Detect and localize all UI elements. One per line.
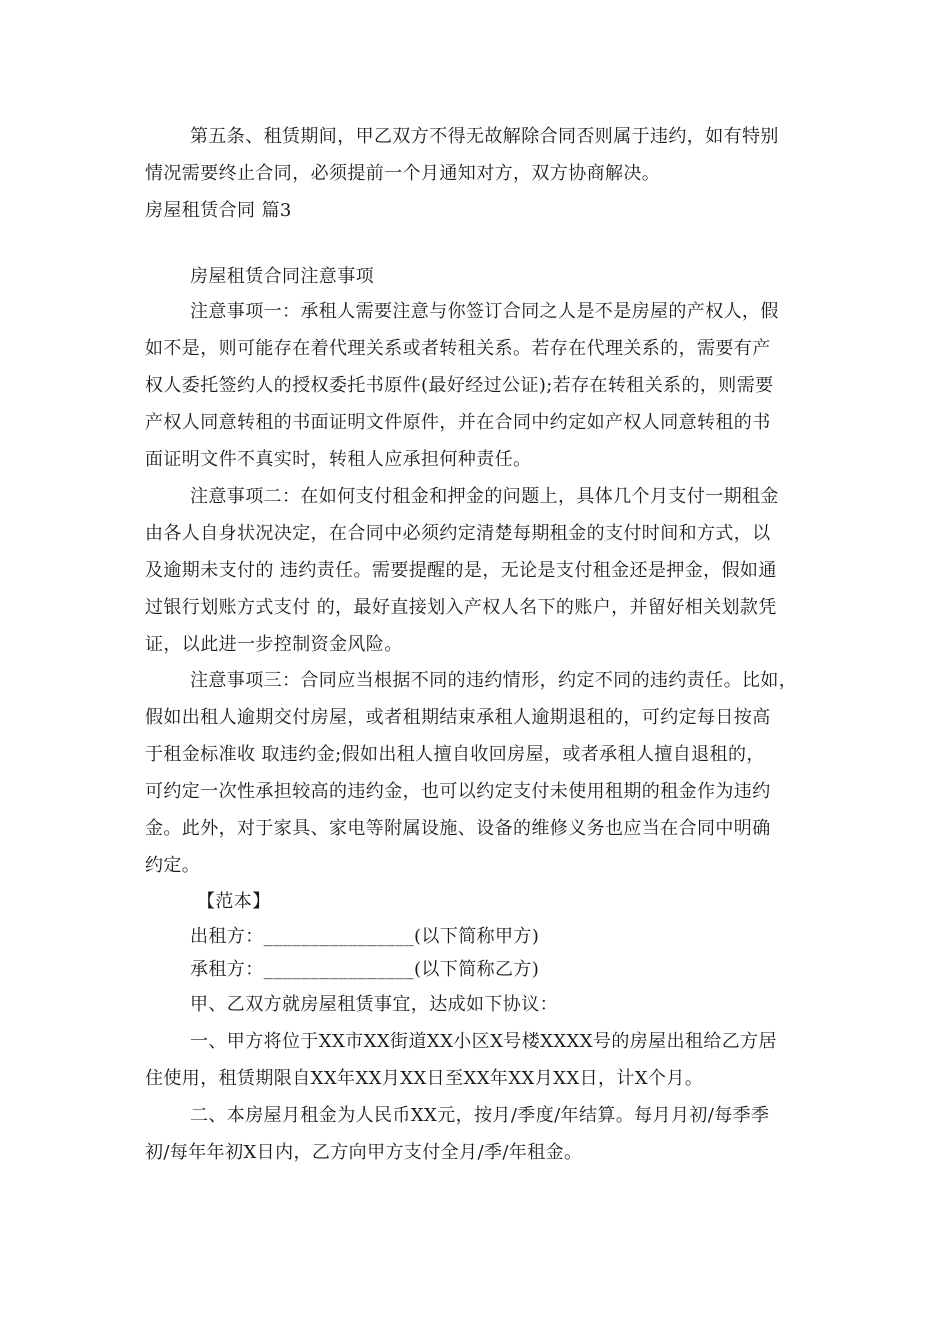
paragraph-line: 过银行划账方式支付 的，最好直接划入产权人名下的账户，并留好相关划款凭 (145, 597, 777, 618)
paragraph-line: 二、本房屋月租金为人民币XX元，按月/季度/年结算。每月月初/每季季 (190, 1105, 770, 1126)
paragraph-line: 约定。 (145, 855, 201, 876)
paragraph-line: 证，以此进一步控制资金风险。 (145, 634, 403, 655)
paragraph-line: 情况需要终止合同，必须提前一个月通知对方，双方协商解决。 (145, 163, 661, 184)
paragraph-line: 于租金标准收 取违约金;假如出租人擅自收回房屋，或者承租人擅自退租的， (145, 744, 765, 765)
paragraph-line: 如不是，则可能存在着代理关系或者转租关系。若存在代理关系的，需要有产 (145, 338, 771, 359)
paragraph-line: 注意事项二：在如何支付租金和押金的问题上，具体几个月支付一期租金 (190, 486, 779, 507)
template-heading: 【范本】 (197, 891, 271, 912)
paragraph-line: 面证明文件不真实时，转租人应承担何种责任。 (145, 449, 532, 470)
paragraph-line: 第五条、租赁期间，甲乙双方不得无故解除合同否则属于违约，如有特别 (190, 126, 779, 147)
paragraph-line: 金。此外，对于家具、家电等附属设施、设备的维修义务也应当在合同中明确 (145, 818, 771, 839)
lessor-field: 出租方：________________(以下简称甲方) (190, 926, 540, 947)
lessee-field: 承租方：________________(以下简称乙方) (190, 959, 540, 980)
section-heading: 房屋租赁合同 篇3 (145, 200, 292, 221)
subheading: 房屋租赁合同注意事项 (190, 266, 374, 287)
paragraph-line: 住使用，租赁期限自XX年XX月XX日至XX年XX月XX日，计X个月。 (145, 1068, 704, 1089)
paragraph-line: 甲、乙双方就房屋租赁事宜，达成如下协议： (190, 994, 558, 1015)
paragraph-line: 权人委托签约人的授权委托书原件(最好经过公证);若存在转租关系的，则需要 (145, 375, 774, 396)
paragraph-line: 初/每年年初X日内，乙方向甲方支付全月/季/年租金。 (145, 1142, 583, 1163)
paragraph-line: 可约定一次性承担较高的违约金，也可以约定支付未使用租期的租金作为违约 (145, 781, 771, 802)
paragraph-line: 假如出租人逾期交付房屋，或者租期结束承租人逾期退租的，可约定每日按高 (145, 707, 771, 728)
paragraph-line: 一、甲方将位于XX市XX街道XX小区X号楼XXXX号的房屋出租给乙方居 (190, 1031, 777, 1052)
paragraph-line: 产权人同意转租的书面证明文件原件，并在合同中约定如产权人同意转租的书 (145, 412, 771, 433)
paragraph-line: 注意事项一：承租人需要注意与你签订合同之人是不是房屋的产权人，假 (190, 301, 779, 322)
paragraph-line: 及逾期未支付的 违约责任。需要提醒的是，无论是支付租金还是押金，假如通 (145, 560, 777, 581)
paragraph-line: 由各人自身状况决定，在合同中必须约定清楚每期租金的支付时间和方式，以 (145, 523, 771, 544)
paragraph-line: 注意事项三：合同应当根据不同的违约情形，约定不同的违约责任。比如， (190, 670, 798, 691)
